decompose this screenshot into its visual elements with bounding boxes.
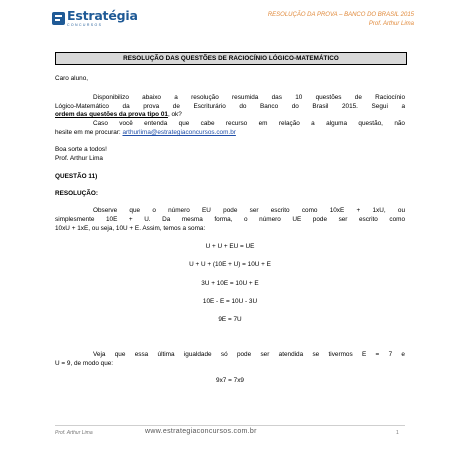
header-author: Prof. Arthur Lima	[368, 21, 414, 27]
intro-line-3-rest: , ok?	[167, 111, 182, 118]
resolution-line-1: Observe que o número EU pode ser escrito como 10xE + 1xU, ou	[93, 207, 405, 214]
question-label: QUESTÃO 11)	[55, 173, 98, 180]
resolution-line-3: 10xU + 1xE, ou seja, 10U + E. Assim, temos a soma:	[55, 225, 206, 232]
footer-divider	[55, 425, 405, 426]
footer-website: www.estrategiaconcursos.com.br	[145, 428, 257, 435]
appeal-line-1: Caso você entenda que cabe recurso em relação a alguma questão, não	[93, 120, 405, 127]
equation-3: 3U + 10E = 10U + E	[201, 280, 259, 287]
resolution-label: RESOLUÇÃO:	[55, 190, 98, 197]
header-info	[268, 11, 414, 29]
page-number: 1	[396, 430, 399, 436]
logo-icon	[52, 12, 65, 25]
conclusion-line-2: U = 9, de modo que:	[55, 360, 114, 367]
equation-2: U + U + (10E + U) = 10U + E	[189, 261, 271, 268]
equation-4: 10E - E = 10U - 3U	[202, 298, 258, 305]
closing-line-2: Prof. Arthur Lima	[55, 155, 103, 162]
logo-name: Estratégia	[67, 8, 138, 23]
footer-author: Prof. Arthur Lima	[55, 430, 93, 436]
section-title-box	[55, 52, 407, 65]
email-link[interactable]: arthurlima@estrategiaconcursos.com.br	[122, 129, 236, 136]
appeal-line-2	[55, 129, 236, 138]
intro-line-2: Lógico-Matemático da prova de Escriturário do Banco do Brasil 2015. Segui a	[55, 103, 405, 110]
equation-1: U + U + EU = UE	[205, 243, 255, 250]
logo-subtitle: CONCURSOS	[67, 22, 103, 27]
final-equation: 9x7 = 7x9	[216, 377, 244, 384]
greeting: Caro aluno,	[55, 75, 89, 82]
conclusion-line-1: Veja que essa última igualdade só pode ser atendida se tivermos E = 7 e	[93, 351, 405, 358]
equation-5: 9E = 7U	[218, 316, 242, 323]
estrategia-logo	[52, 10, 138, 27]
appeal-prefix: hesite em me procurar:	[55, 129, 123, 136]
intro-line-3	[55, 111, 182, 120]
intro-line-1: Disponibilizo abaixo a resolução resumida das 10 questões de Raciocínio	[93, 94, 405, 101]
closing-line-1: Boa sorte a todos!	[55, 146, 107, 153]
header-doc-title: RESOLUÇÃO DA PROVA – BANCO DO BRASIL 2015	[267, 12, 414, 18]
question-order-note: ordem das questões da prova tipo 01	[55, 111, 168, 118]
resolution-line-2: simplesmente 10E + U. Da mesma forma, o número UE pode ser escrito como	[55, 216, 405, 223]
section-title: RESOLUÇÃO DAS QUESTÕES DE RACIOCÍNIO LÓGICO-MATEMÁTICO	[123, 55, 339, 62]
